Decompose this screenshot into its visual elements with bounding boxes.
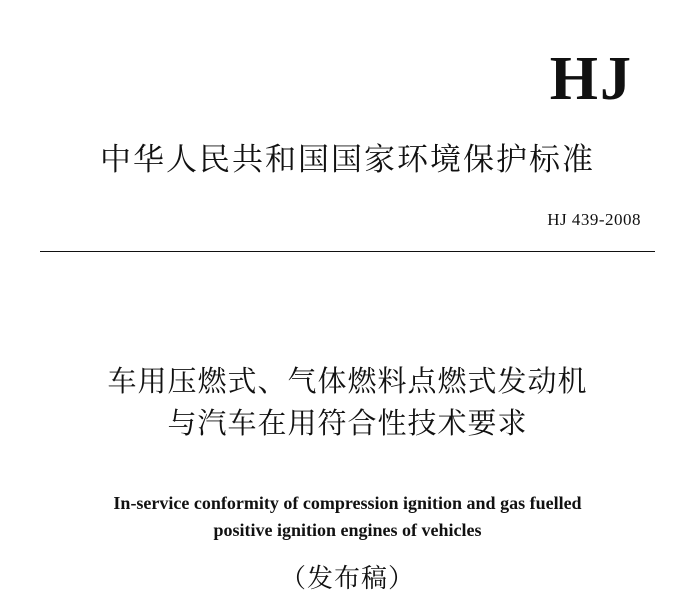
- chinese-title-line-2: 与汽车在用符合性技术要求: [167, 406, 528, 440]
- english-title-line-2: positive ignition engines of vehicles: [213, 520, 482, 540]
- standard-logo: HJ: [549, 45, 633, 113]
- english-title-line-1: In-service conformity of compression ignition and gas fuelled: [113, 493, 582, 513]
- document-status: （发布稿）: [279, 564, 415, 594]
- chinese-title-line-1: 车用压燃式、气体燃料点燃式发动机: [107, 364, 588, 398]
- standard-number: HJ 439-2008: [547, 210, 641, 229]
- english-title: [0, 490, 695, 544]
- agency-title: 中华人民共和国国家环境保护标准: [100, 142, 595, 178]
- header-divider: [40, 251, 655, 252]
- chinese-title: [0, 360, 695, 444]
